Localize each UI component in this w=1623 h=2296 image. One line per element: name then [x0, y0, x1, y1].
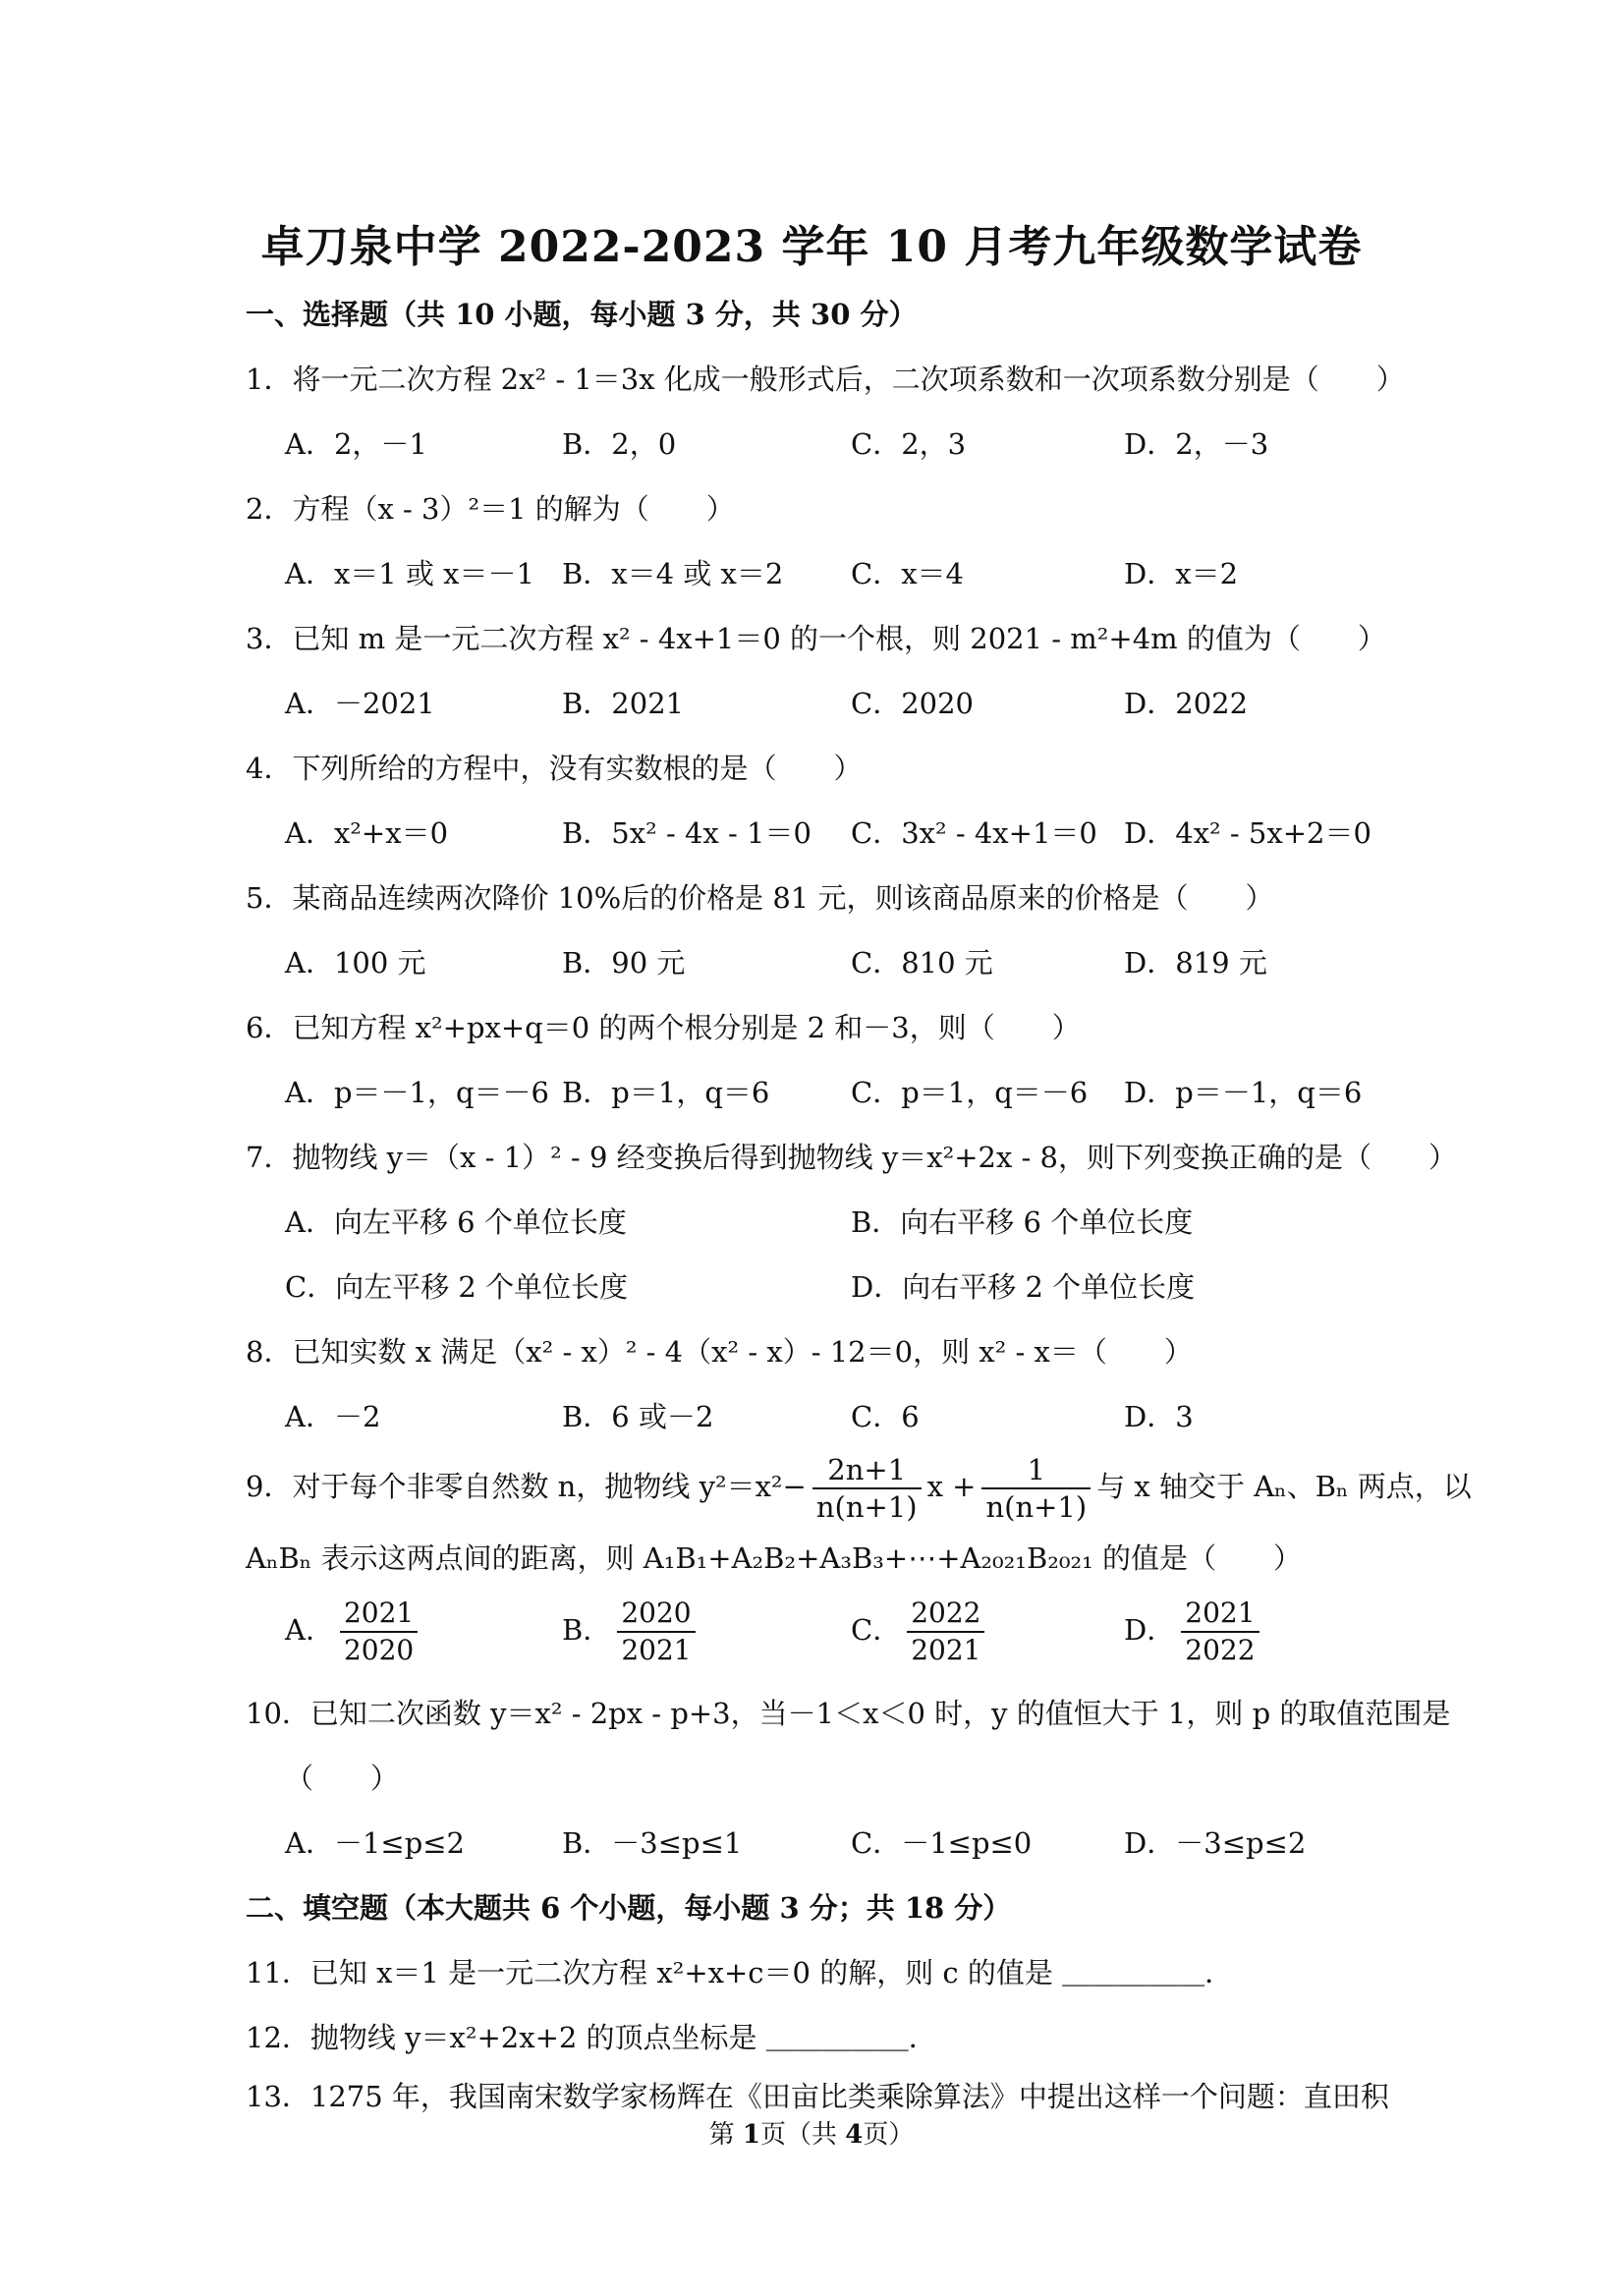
question-5-option-a: A．100 元: [285, 946, 426, 980]
footer-prefix: 第: [708, 2120, 743, 2150]
question-10-option-a: A．－1≤p≤2: [285, 1826, 466, 1860]
question-5-option-b: B．90 元: [562, 946, 686, 980]
question-1-option-d: D．2，－3: [1124, 427, 1269, 461]
question-8-option-c: C．6: [851, 1400, 920, 1433]
fraction-numerator: 2n+1: [812, 1452, 922, 1489]
question-13: 13．1275 年，我国南宋数学家杨辉在《田亩比类乘除算法》中提出这样一个问题：直田积: [246, 2080, 1389, 2113]
question-6-option-b: B．p＝1，q＝6: [562, 1076, 770, 1109]
question-10-stem: 10．已知二次函数 y＝x² - 2px - p+3，当－1＜x＜0 时，y 的值恒大于 1，则 p 的取值范围是: [246, 1697, 1451, 1730]
question-5-option-c: C．810 元: [851, 946, 993, 980]
option-fraction: [907, 1596, 984, 1668]
exam-title: 卓刀泉中学 2022-2023 学年 10 月考九年级数学试卷: [260, 222, 1363, 272]
question-8-stem: 8．已知实数 x 满足（x² - x）² - 4（x² - x）- 12＝0，则 x² - x＝（ ）: [246, 1335, 1193, 1369]
fraction-numerator: 2021: [1181, 1596, 1259, 1633]
question-2-stem: 2．方程（x - 3）²＝1 的解为（ ）: [246, 492, 735, 526]
fraction-numerator: 2022: [907, 1596, 984, 1633]
option-fraction: [340, 1596, 418, 1668]
question-1-stem: 1．将一元二次方程 2x² - 1＝3x 化成一般形式后，二次项系数和一次项系数分别是（ ）: [246, 363, 1405, 396]
question-2-option-a: A．x＝1 或 x＝－1: [285, 557, 534, 590]
question-3-option-a: A．－2021: [285, 687, 435, 720]
question-3-option-b: B．2021: [562, 687, 685, 720]
question-9-stem-line-2: AₙBₙ 表示这两点间的距离，则 A₁B₁+A₂B₂+A₃B₃+⋯+A₂₀₂₁B₂₀₂₁ 的值是（ ）: [246, 1541, 1302, 1575]
section-heading-choice: 一、选择题（共 10 小题，每小题 3 分，共 30 分）: [246, 298, 918, 331]
question-9-fraction-1: [812, 1452, 922, 1525]
question-4-option-a: A．x²+x＝0: [285, 816, 449, 850]
question-9-fraction-2: [981, 1452, 1091, 1525]
question-4-stem: 4．下列所给的方程中，没有实数根的是（ ）: [246, 752, 863, 785]
question-7-option-c: C．向左平移 2 个单位长度: [285, 1270, 629, 1304]
question-6-option-a: A．p＝－1，q＝－6: [285, 1076, 549, 1109]
question-2-option-c: C．x＝4: [851, 557, 964, 590]
question-9-option-b: [562, 1596, 701, 1668]
fraction-denominator: n(n+1): [815, 1490, 918, 1524]
question-4-option-b: B．5x² - 4x - 1＝0: [562, 816, 812, 850]
fraction-denominator: 2020: [343, 1634, 415, 1666]
page-footer: [0, 2114, 1623, 2151]
question-9-stem-pre: 9．对于每个非零自然数 n，抛物线 y²＝x²−: [246, 1470, 807, 1503]
fraction-numerator: 2020: [617, 1596, 695, 1633]
fraction-denominator: 2021: [621, 1634, 692, 1666]
fraction-denominator: 2022: [1185, 1634, 1256, 1666]
question-9-option-d: [1124, 1596, 1265, 1668]
question-9-option-a: [285, 1596, 423, 1668]
option-fraction: [1181, 1596, 1259, 1668]
question-8-option-b: B．6 或－2: [562, 1400, 714, 1433]
question-7-option-a: A．向左平移 6 个单位长度: [285, 1205, 627, 1239]
footer-suffix: 页）: [863, 2120, 915, 2150]
question-10-answer-bracket: （ ）: [285, 1762, 400, 1795]
question-6-option-d: D．p＝－1，q＝6: [1124, 1076, 1363, 1109]
footer-total-pages: 4: [845, 2120, 864, 2150]
fraction-denominator: 2021: [911, 1634, 981, 1666]
option-label: C．: [851, 1613, 902, 1647]
question-7-option-d: D．向右平移 2 个单位长度: [851, 1270, 1196, 1304]
question-4-option-c: C．3x² - 4x+1＝0: [851, 816, 1097, 850]
question-9-stem: [246, 1452, 1472, 1525]
question-8-option-d: D．3: [1124, 1400, 1194, 1433]
question-9-stem-post: 与 x 轴交于 Aₙ、Bₙ 两点，以: [1096, 1470, 1472, 1503]
question-10-option-b: B．－3≤p≤1: [562, 1826, 743, 1860]
option-label: D．: [1124, 1613, 1176, 1647]
fraction-numerator: 2021: [340, 1596, 418, 1633]
question-5-option-d: D．819 元: [1124, 946, 1267, 980]
question-6-option-c: C．p＝1，q＝－6: [851, 1076, 1089, 1109]
question-2-option-d: D．x＝2: [1124, 557, 1239, 590]
question-2-option-b: B．x＝4 或 x＝2: [562, 557, 784, 590]
question-7-option-b: B．向右平移 6 个单位长度: [851, 1205, 1194, 1239]
fraction-numerator: 1: [981, 1452, 1091, 1489]
question-6-stem: 6．已知方程 x²+px+q＝0 的两个根分别是 2 和－3，则（ ）: [246, 1011, 1081, 1044]
footer-middle: 页（共: [759, 2120, 846, 2150]
question-1-option-a: A．2，－1: [285, 427, 427, 461]
question-9-option-c: [851, 1596, 990, 1668]
question-7-stem: 7．抛物线 y＝（x - 1）² - 9 经变换后得到抛物线 y＝x²+2x - 8，则下列变换正确的是（ ）: [246, 1141, 1457, 1174]
question-4-option-d: D．4x² - 5x+2＝0: [1124, 816, 1371, 850]
question-9-stem-mid: x +: [926, 1470, 977, 1503]
option-label: B．: [562, 1613, 612, 1647]
question-10-option-d: D．－3≤p≤2: [1124, 1826, 1307, 1860]
question-11: 11．已知 x＝1 是一元二次方程 x²+x+c＝0 的解，则 c 的值是 ＿＿＿＿＿．: [246, 1956, 1234, 1989]
question-3-stem: 3．已知 m 是一元二次方程 x² - 4x+1＝0 的一个根，则 2021 - m²+4m 的值为（ ）: [246, 622, 1386, 655]
question-3-option-c: C．2020: [851, 687, 974, 720]
question-10-option-c: C．－1≤p≤0: [851, 1826, 1033, 1860]
question-1-option-c: C．2，3: [851, 427, 967, 461]
question-5-stem: 5．某商品连续两次降价 10%后的价格是 81 元，则该商品原来的价格是（ ）: [246, 881, 1274, 915]
option-label: A．: [285, 1613, 334, 1647]
fraction-denominator: n(n+1): [985, 1490, 1088, 1524]
section-heading-fill-in: 二、填空题（本大题共 6 个小题，每小题 3 分；共 18 分）: [246, 1891, 1012, 1925]
question-12: 12．抛物线 y＝x²+2x+2 的顶点坐标是 ＿＿＿＿＿．: [246, 2021, 937, 2054]
question-8-option-a: A．－2: [285, 1400, 381, 1433]
question-3-option-d: D．2022: [1124, 687, 1249, 720]
footer-page-number: 1: [742, 2120, 760, 2150]
option-fraction: [617, 1596, 695, 1668]
question-1-option-b: B．2，0: [562, 427, 677, 461]
